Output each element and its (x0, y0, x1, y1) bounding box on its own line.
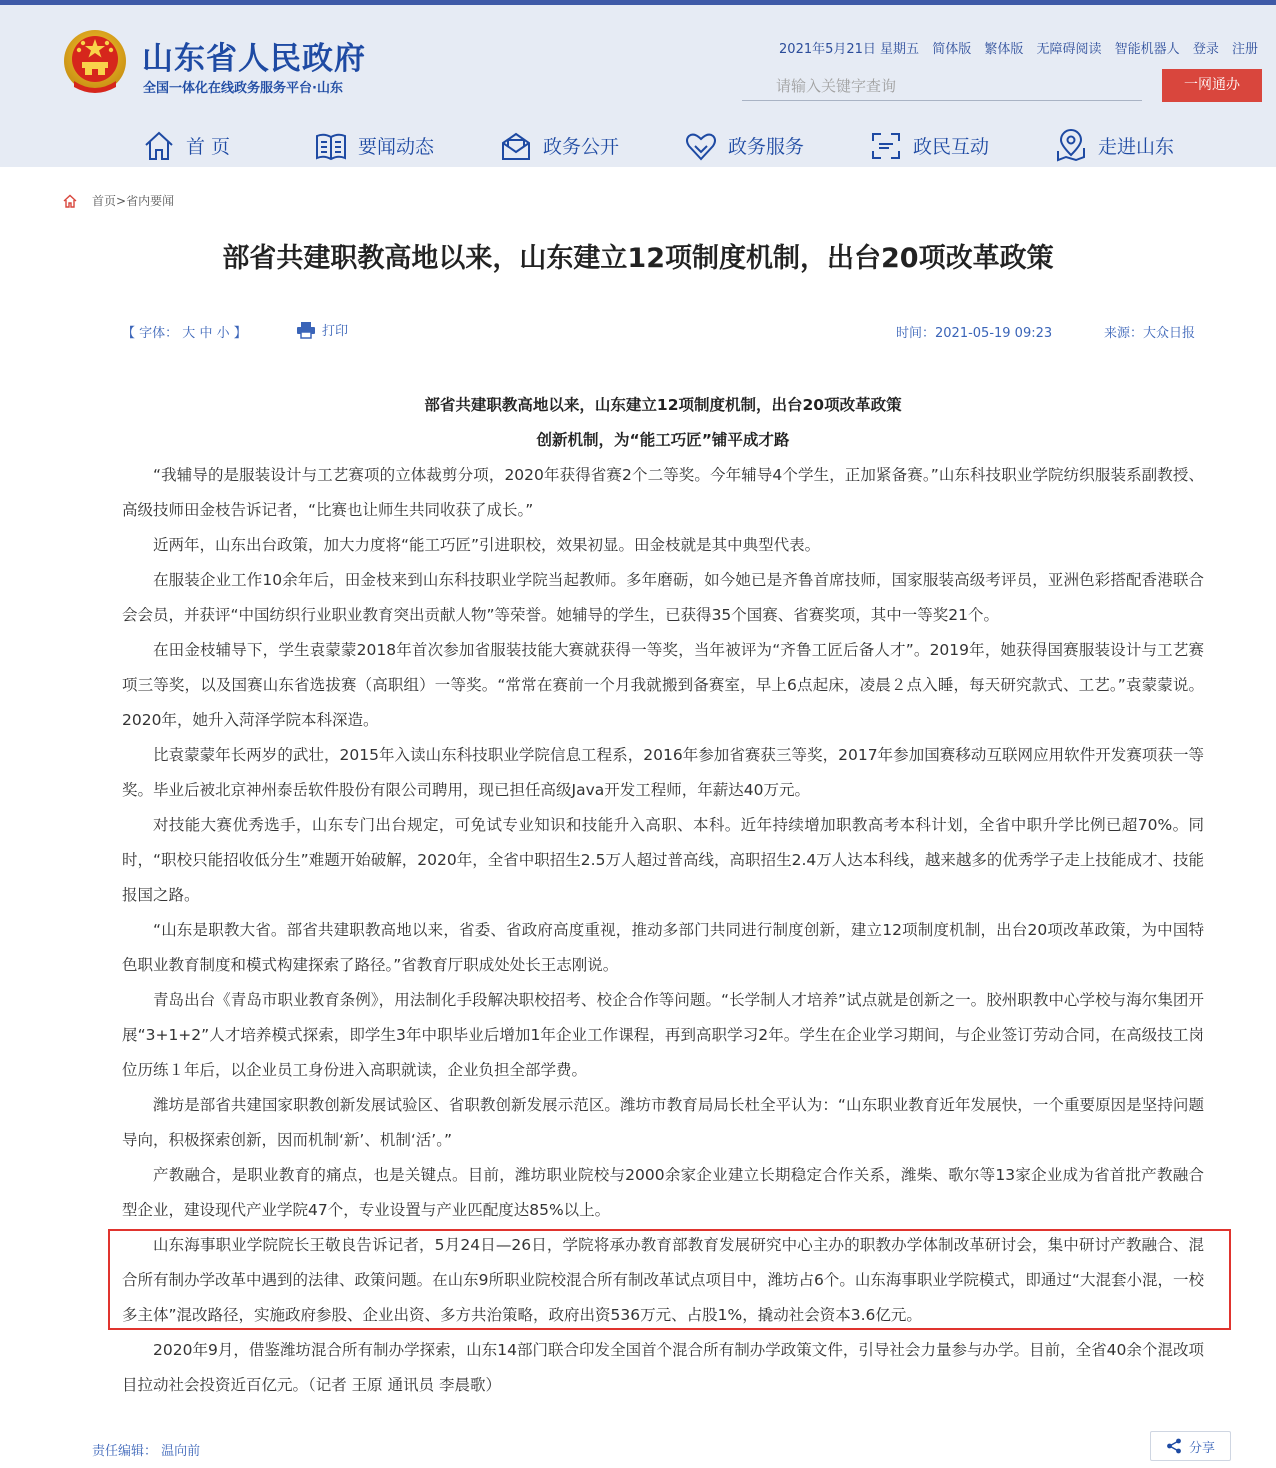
share-icon (1166, 1438, 1182, 1454)
publish-time: 时间：2021-05-19 09:23 (896, 326, 1053, 341)
article-subtitle: 创新机制，为“能工巧匠”铺平成才路 (536, 431, 790, 449)
paragraph: 对技能大赛优秀选手，山东专门出台规定，可免试专业知识和技能升入高职、本科。近年持续增加职教高考本科计划，全省中职升学比例已超70%。同时，“职校只能招收低分生”难题开始破解，2020年，全省中职招生2.5万人超过普高线，高职招生2.4万人达本科线，越来越多的优秀学子走上技能成才、技能报国之路。 (122, 816, 1204, 904)
site-subtitle[interactable]: 全国一体化在线政务服务平台·山东 (143, 81, 343, 96)
share-label: 分享 (1188, 1440, 1215, 1456)
breadcrumb (62, 192, 174, 209)
nav-label: 政务公开 (543, 136, 620, 158)
font-size-label: 【 字体： (122, 326, 179, 341)
paragraph: 近两年，山东出台政策，加大力度将“能工巧匠”引进职校，效果初显。田金枝就是其中典型代表。 (153, 536, 821, 554)
mail-icon (499, 129, 533, 163)
book-icon (314, 129, 348, 163)
paragraph: 产教融合，是职业教育的痛点，也是关键点。目前，潍坊职业院校与2000余家企业建立长期稳定合作关系，潍柴、歌尔等13家企业成为省首批产教融合型企业，建设现代产业学院47个，专业设置与产业匹配度达85%以上。 (122, 1166, 1204, 1219)
print-label: 打印 (322, 324, 349, 339)
interaction-icon (869, 129, 903, 163)
link-register[interactable]: 注册 (1231, 42, 1258, 57)
nav-item-gov-service[interactable] (684, 123, 804, 168)
paragraph: 青岛出台《青岛市职业教育条例》，用法制化手段解决职校招考、校企合作等问题。“长学制人才培养”试点就是创新之一。胶州职教中心学校与海尔集团开展“3+1+2”人才培养模式探索，即学生3年中职毕业后增加1年企业工作课程，再到高职学习2年。学生在企业学习期间，与企业签订劳动合同，在高级技工岗位历练１年后，以企业员工身份进入高职就读，企业负担全部学费。 (122, 991, 1204, 1079)
link-traditional[interactable]: 繁体版 (984, 42, 1024, 57)
search-input[interactable] (742, 71, 1142, 101)
nav-item-interaction[interactable] (869, 123, 989, 168)
yiwangtong-button[interactable]: 一网通办 (1162, 69, 1262, 102)
paragraph-highlighted: 山东海事职业学院院长王敬良告诉记者，5月24日—26日，学院将承办教育部教育发展研究中心主办的职教办学体制改革研讨会，集中研讨产教融合、混合所有制办学改革中遇到的法律、政策问题。在山东9所职业院校混合所有制改革试点项目中，潍坊占6个。山东海事职业学院模式，即通过“大混套小混，一校多主体”混改路径，实施政府参股、企业出资、多方共治策略，政府出资536万元、占股1%，撬动社会资本3.6亿元。 (122, 1236, 1204, 1324)
font-size-control (122, 322, 247, 341)
font-size-small[interactable]: 小 (216, 326, 230, 341)
heart-icon (684, 129, 718, 163)
site-header (0, 5, 1276, 167)
page-title: 部省共建职教高地以来，山东建立12项制度机制，出台20项改革政策 (222, 243, 1054, 274)
home-icon[interactable] (62, 193, 78, 209)
nav-item-home[interactable] (142, 123, 230, 168)
font-size-close: 】 (233, 326, 247, 341)
breadcrumb-separator: > (116, 193, 127, 208)
nav-label: 政民互动 (913, 136, 990, 158)
site-title[interactable]: 山东省人民政府 (142, 41, 366, 77)
print-button[interactable] (296, 320, 348, 339)
font-size-large[interactable]: 大 (182, 326, 196, 341)
breadcrumb-current[interactable]: 省内要闻 (126, 194, 175, 208)
main-nav (0, 123, 1276, 168)
home-icon (142, 129, 176, 163)
nav-label: 政务服务 (728, 136, 805, 158)
paragraph: 比袁蒙蒙年长两岁的武壮，2015年入读山东科技职业学院信息工程系，2016年参加省赛获三等奖，2017年参加国赛移动互联网应用软件开发赛项获一等奖。毕业后被北京神州泰岳软件股份有限公司聘用，现已担任高级Java开发工程师，年薪达40万元。 (122, 746, 1204, 799)
paragraph: “山东是职教大省。部省共建职教高地以来，省委、省政府高度重视，推动多部门共同进行制度创新，建立12项制度机制，出台20项改革政策，为中国特色职业教育制度和模式构建探索了路径。”省教育厅职成处处长王志刚说。 (122, 921, 1204, 974)
link-smart-robot[interactable]: 智能机器人 (1114, 42, 1180, 57)
nav-item-news[interactable] (314, 123, 434, 168)
location-icon (1054, 129, 1088, 163)
paragraph: 2020年9月，借鉴潍坊混合所有制办学探索，山东14部门联合印发全国首个混合所有制办学政策文件，引导社会力量参与办学。目前，全省40余个混改项目拉动社会投资近百亿元。（记者 王原 通讯员 李晨歌） (122, 1341, 1204, 1394)
paragraph: 在服装企业工作10余年后，田金枝来到山东科技职业学院当起教师。多年磨砺，如今她已是齐鲁首席技师，国家服装高级考评员，亚洲色彩搭配香港联合会会员，并获评“中国纺织行业职业教育突出贡献人物”等荣誉。她辅导的学生，已获得35个国赛、省赛奖项，其中一等奖21个。 (122, 571, 1204, 624)
nav-label: 走进山东 (1098, 136, 1175, 158)
current-date: 2021年5月21日 星期五 (779, 42, 920, 57)
paragraph: 在田金枝辅导下，学生袁蒙蒙2018年首次参加省服装技能大赛就获得一等奖，当年被评为“齐鲁工匠后备人才”。2019年，她获得国赛服装设计与工艺赛项三等奖，以及国赛山东省选拔赛（高职组）一等奖。“常常在赛前一个月我就搬到备赛室，早上6点起床，凌晨２点入睡，每天研究款式、工艺。”袁蒙蒙说。2020年，她升入菏泽学院本科深造。 (122, 641, 1204, 729)
paragraph: “我辅导的是服装设计与工艺赛项的立体裁剪分项，2020年获得省赛2个二等奖。今年辅导4个学生，正加紧备赛。”山东科技职业学院纺织服装系副教授、高级技师田金枝告诉记者，“比赛也让师生共同收获了成长。” (122, 466, 1204, 519)
responsible-editor: 责任编辑： 温向前 (92, 1444, 201, 1459)
printer-icon (296, 321, 316, 339)
link-simplified[interactable]: 简体版 (932, 42, 972, 57)
font-size-medium[interactable]: 中 (199, 326, 213, 341)
nav-label: 首 页 (186, 136, 231, 158)
top-links (779, 38, 1258, 57)
article-body (122, 388, 1204, 1403)
nav-label: 要闻动态 (358, 136, 435, 158)
article-source: 来源：大众日报 (1104, 326, 1196, 341)
paragraph: 潍坊是部省共建国家职教创新发展试验区、省职教创新发展示范区。潍坊市教育局局长杜全平认为：“山东职业教育近年发展快，一个重要原因是坚持问题导向，积极探索创新，因而机制‘新’、机制‘活’。” (122, 1096, 1204, 1149)
link-login[interactable]: 登录 (1192, 42, 1219, 57)
breadcrumb-home[interactable]: 首页 (92, 194, 117, 208)
nav-item-gov-open[interactable] (499, 123, 619, 168)
national-emblem-icon[interactable] (62, 29, 128, 97)
share-button[interactable] (1150, 1431, 1231, 1461)
link-accessibility[interactable]: 无障碍阅读 (1036, 42, 1102, 57)
article-subtitle: 部省共建职教高地以来，山东建立12项制度机制，出台20项改革政策 (424, 396, 902, 414)
nav-item-shandong[interactable] (1054, 123, 1174, 168)
